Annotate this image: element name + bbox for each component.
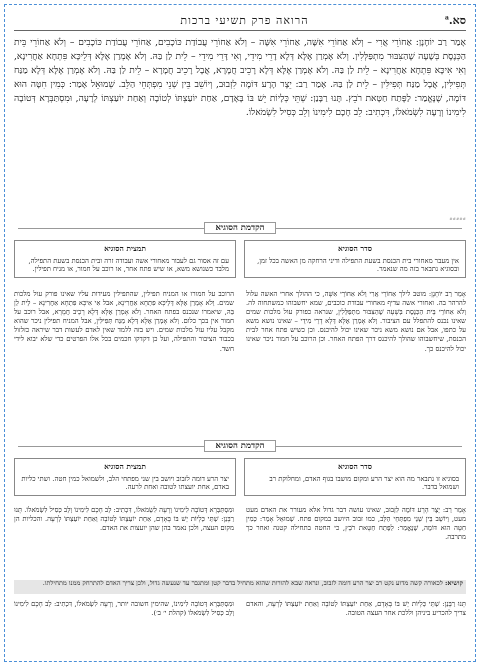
order-box-title: סדר הסוגיא [338, 244, 372, 253]
small-note: ##### [449, 216, 466, 221]
commentary-right: תָּנוּ רַבָּנַן: שְׁתֵּי כְּלָיוֹת יֵשׁ בּוֹ בָּאָדָם, אַחַת יוֹעַצְתּוֹ לְטוֹבָה וְאַחַת יוֹעַצְתּוֹ לְרָעָה, והאדם צריך להכריע ביניהן וללכת אחר העצה הטובה. [246, 600, 466, 618]
essence-box-text: יצר הרע דומה לזבוב ויושב בין שני מפתחי הלב, ולשמואל כמין חטה. ושתי כליות באדם, אחת יועצתו לטובה ואחת לרעה. [21, 474, 229, 492]
page-marker: a [444, 13, 449, 21]
page-number: סא.$^a$ [444, 13, 466, 27]
header-rule [14, 30, 466, 31]
commentary-right: אָמַר רַב יוֹחָנָן: מוטב לילך אַחוֹרֵי אֲרִי וְלֹא אַחוֹרֵי אִשָּׁה, כי ההולך אחרי האשה עלול להרהר בה. ואחורי אשה עדיף מאחורי עבודת כוכבים, שמא יחשבוהו כמשתחוה לה. וְלֹא אַחוֹרֵי בֵּית הַכְּנֶסֶת בְּשָׁעָה שֶׁהַצִּבּוּר מִתְפַּלְּלִין, שנראה כפורק עול מלכות שמים שאינו נכנס להתפלל עם הציבור. וְלֹא אָמְרַן אֶלָּא דְּלָא דָרֵי מִידֵי – שאינו נושא משא על כתפו, אבל אם נושא משא ניכר שאינו יכול להיכנס. וכן כשיש פתח אחר לבית הכנסת, שיחשבוהו שהולך להיכנס דרך הפתח האחר. וכן הרוכב על חמור ניכר שאינו יכול להיכנס כך. [246, 290, 466, 353]
commentary-columns-2 [14, 506, 466, 576]
order-box [244, 458, 466, 496]
essence-box [14, 240, 236, 278]
gemara-paragraph: אָמַר רַב יוֹחָנָן: אַחוֹרֵי אֲרִי – וְלֹא אַחוֹרֵי אִשָּׁה, אַחוֹרֵי אִשָּׁה – וְלֹא אַחוֹרֵי עֲבוֹדַת כּוֹכָבִים, אַחוֹרֵי עֲבוֹדַת כּוֹכָבִים – וְלֹא אַחוֹרֵי בֵּית הַכְּנֶסֶת בְּשָׁעָה שֶׁהַצִּבּוּר מִתְפַּלְּלִין. וְלֹא אָמְרַן אֶלָּא דְּלָא דָרֵי מִידֵי, וְאִי דָּרֵי מִידֵי – לֵית לַן בַּהּ. וְלֹא אָמְרַן אֶלָּא דְּלֵיכָּא פִּתְחָא אַחֲרִינָא, וְאִי אִיכָּא פִּתְחָא אַחֲרִינָא – לֵית לַן בַּהּ. וְלֹא אָמְרַן אֶלָּא דְּלָא רָכֵיב חֲמָרָא, אֲבָל רָכֵיב חֲמָרָא – לֵית לַן בַּהּ. וְלֹא אָמְרַן אֶלָּא דְּלָא מַנַּח תְּפִילִּין, אֲבָל מַנַּח תְּפִילִּין – לֵית לַן בַּהּ. אָמַר רַב: יֵצֶר הָרָע דּוֹמֶה לִזְבוּב, וְיוֹשֵׁב בֵּין שְׁנֵי מִפְתְּחֵי הַלֵּב. שְׁמוּאֵל אָמַר: כְּמִין חִטָּה הוּא דּוֹמֶה, שֶׁנֶּאֱמַר: לַפֶּתַח חַטָּאת רֹבֵץ. תָּנוּ רַבָּנַן: שְׁתֵּי כְּלָיוֹת יֵשׁ בּוֹ בָּאָדָם, אַחַת יוֹעַצְתּוֹ לְטוֹבָה וְאַחַת יוֹעַצְתּוֹ לְרָעָה, וּמִסְתַּבְּרָא דְּטוֹבָה לִימִינוֹ וְרָעָה לִשְׂמֹאלוֹ, דִּכְתִיב: לֵב חָכָם לִימִינוֹ וְלֵב כְּסִיל לִשְׂמֹאלוֹ. [14, 38, 466, 118]
question-note [14, 580, 466, 594]
essence-box-title: תמצית הסוגיא [104, 244, 146, 253]
order-box-text: בסוגיא זו נתבאר מה הוא יצר הרע ומקום מושבו בגוף האדם, ומחלוקת רב ושמואל בדבר. [269, 474, 459, 492]
order-box [244, 240, 466, 278]
order-box-text: אין מעבר מאחורי בית הכנסת בשעת התפילה ודיני הרחקה מן האשה בכל זמן, ובסוגיא נתבאר בזה מה שנאמר. [257, 256, 459, 274]
section-title-2 [0, 440, 480, 452]
commentary-columns-3 [14, 600, 466, 656]
essence-box-title: תמצית הסוגיא [104, 462, 146, 471]
note-text: לכאורה קשה מדוע נקט רב יצר הרע דומה לזבוב, ונראה שבא להורות שהוא מתחיל בדבר קטן ומתגבר עד שנעשה גדול, ולכן צריך האדם להתרחק ממנו מתחילתו. [42, 580, 443, 587]
summary-boxes-1 [14, 240, 466, 278]
commentary-left: הרוכב על חמורו או המניח תפילין, שהתפילין מעידות עליו שאינו פורק עול מלכות שמים. וְלֹא אָמְרַן אֶלָּא דְּלֵיכָּא פִּתְחָא אַחֲרִינָא, אבל אִי אִיכָּא פִּתְחָא אַחֲרִינָא – לֵית לַן בַּהּ, שיאמרו שנכנס בפתח האחר. וְלֹא אָמְרַן אֶלָּא דְּלָא רָכֵיב חֲמָרָא, אבל רוכב על חמור אין בכך כלום. וְלֹא אָמְרַן אֶלָּא דְּלָא מַנַּח תְּפִילִּין, אבל המניח תפילין ניכר שהוא מקבל עליו עול מלכות שמים. ויש בזה ללמד שאין לאדם לעשות דבר שיראה כזלזול בכבוד הציבור והתפילה, ועל כן דקדקו חכמים בכל אלו הפרטים כדי שלא יבוא לידי חשד. [14, 290, 234, 353]
commentary-columns-1 [14, 290, 466, 432]
essence-box-text: עם זה אסור גם לעבור מאחורי אשה ועבודה זרה ובית הכנסת בשעת התפילה, מלבד כשנושא משא, או שיש פתח אחר, או רוכב על חמור, או מניח תפילין. [28, 256, 229, 274]
gemara-text [14, 36, 466, 212]
summary-boxes-2 [14, 458, 466, 496]
order-box-title: סדר הסוגיא [338, 462, 372, 471]
section-title-1 [0, 222, 480, 234]
commentary-left: וּמִסְתַּבְּרָא דְּטוֹבָה לִימִינוֹ, שהימין חשובה יותר, וְרָעָה לִשְׂמֹאלוֹ, דִּכְתִיב: לֵב חָכָם לִימִינוֹ וְלֵב כְּסִיל לִשְׂמֹאלוֹ (קהלת י׳ ב׳). [14, 600, 234, 618]
commentary-right: אָמַר רַב: יֵצֶר הָרָע דּוֹמֶה לִזְבוּב, שאינו עושה דבר גדול אלא מעורר את האדם מעט מעט, וְיוֹשֵׁב בֵּין שְׁנֵי מִפְתְּחֵי הַלֵּב, כמו זבוב היושב במקום פתח. שְׁמוּאֵל אָמַר: כְּמִין חִטָּה הוּא דּוֹמֶה, שֶׁנֶּאֱמַר: לַפֶּתַח חַטָּאת רֹבֵץ, כי החטה בתחילה קטנה ואחר כך מתרבה. [246, 506, 466, 542]
essence-box [14, 458, 236, 496]
note-label: קושיא: [444, 580, 463, 587]
commentary-left: וּמִסְתַּבְּרָא דְּטוֹבָה לִימִינוֹ וְרָעָה לִשְׂמֹאלוֹ, דִּכְתִיב: לֵב חָכָם לִימִינוֹ וְלֵב כְּסִיל לִשְׂמֹאלוֹ. תָּנוּ רַבָּנַן: שְׁתֵּי כְּלָיוֹת יֵשׁ בּוֹ בָּאָדָם, אַחַת יוֹעַצְתּוֹ לְטוֹבָה וְאַחַת יוֹעַצְתּוֹ לְרָעָה. והכליות הן מקום העצה, ולכן נאמר בהן שהן יועצות את האדם. [14, 506, 234, 533]
section-label: הקדמת הסוגיא [204, 222, 275, 234]
page-header [14, 12, 466, 28]
section-label: הקדמת הסוגיא [204, 440, 275, 452]
chapter-heading: הרואה פרק תשיעי ברכות [180, 13, 309, 27]
